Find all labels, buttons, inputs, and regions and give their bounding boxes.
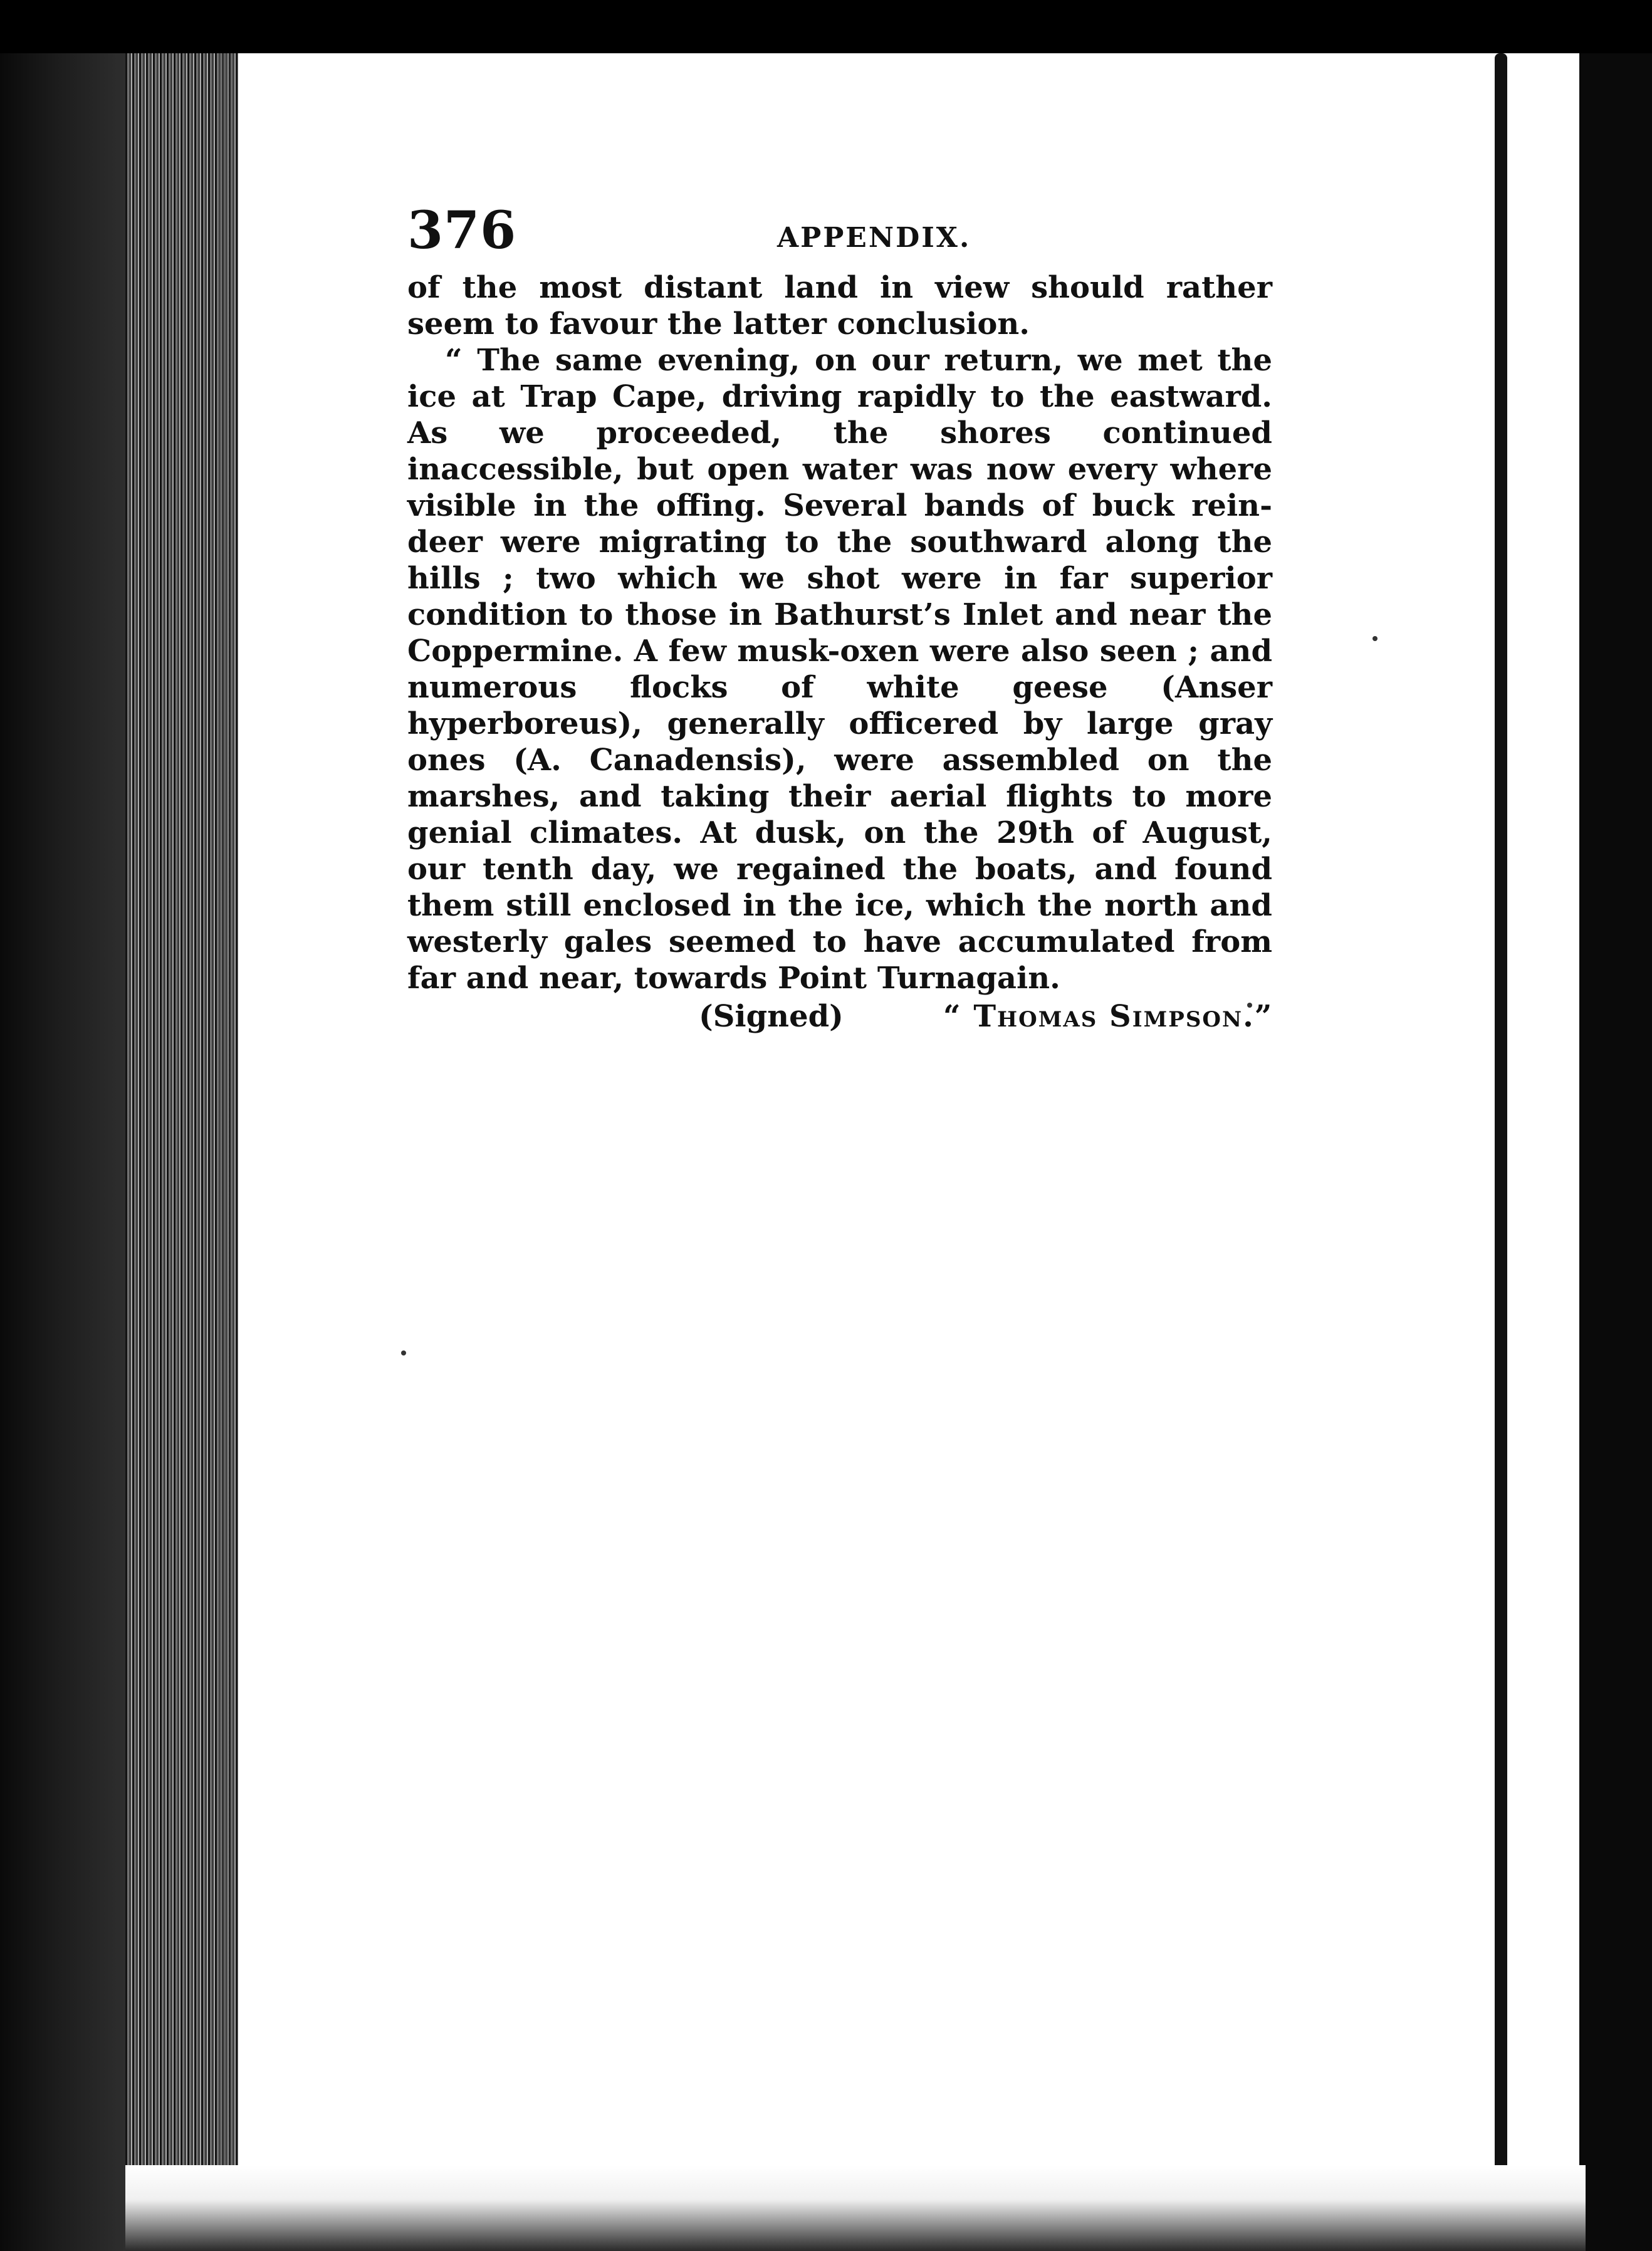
- gutter-shadow: [219, 53, 238, 2251]
- scan-right-border: [1579, 53, 1652, 2251]
- book-page: [407, 201, 1272, 1043]
- body-text: [407, 269, 1272, 996]
- signatory-name: “ Thomas Simpson.”: [943, 999, 1273, 1034]
- scan-speck: [1372, 636, 1378, 641]
- paragraph-continuation: of the most distant land in view should rather seem to favour the latter conclusion.: [407, 270, 1272, 342]
- scan-top-border: [0, 0, 1652, 53]
- page-header: [407, 201, 1272, 269]
- scan-bottom-border: [125, 2165, 1586, 2251]
- running-head: APPENDIX.: [777, 222, 971, 254]
- scan-left-border: [0, 53, 125, 2251]
- page-number: 376: [407, 201, 517, 261]
- right-page-edge: [1495, 53, 1507, 2184]
- paragraph-quoted-narrative: “ The same evening, on our return, we met the ice at Trap Cape, driving rapidly to the eastward. As we proceeded, the shores continued inaccessible, but open water was now every where visible in the offing. Several bands of buck rein-deer were migrating to the southward along the hills ; two which we shot were in far superior condition to those in Bathurst’s Inlet and near the Coppermine. A few musk-oxen were also seen ; and numerous flocks of white geese (Anser hyperboreus), generally officered by large gray ones (A. Canadensis), were assembled on the marshes, and taking their aerial flights to more genial climates. At dusk, on the 29th of August, our tenth day, we regained the boats, and found them still enclosed in the ice, which the north and westerly gales seemed to have accumulated from far and near, towards Point Turnagain.: [407, 343, 1272, 996]
- scan-speck: [401, 1350, 406, 1355]
- signed-label: (Signed): [699, 999, 844, 1034]
- signature-line: [407, 999, 1272, 1043]
